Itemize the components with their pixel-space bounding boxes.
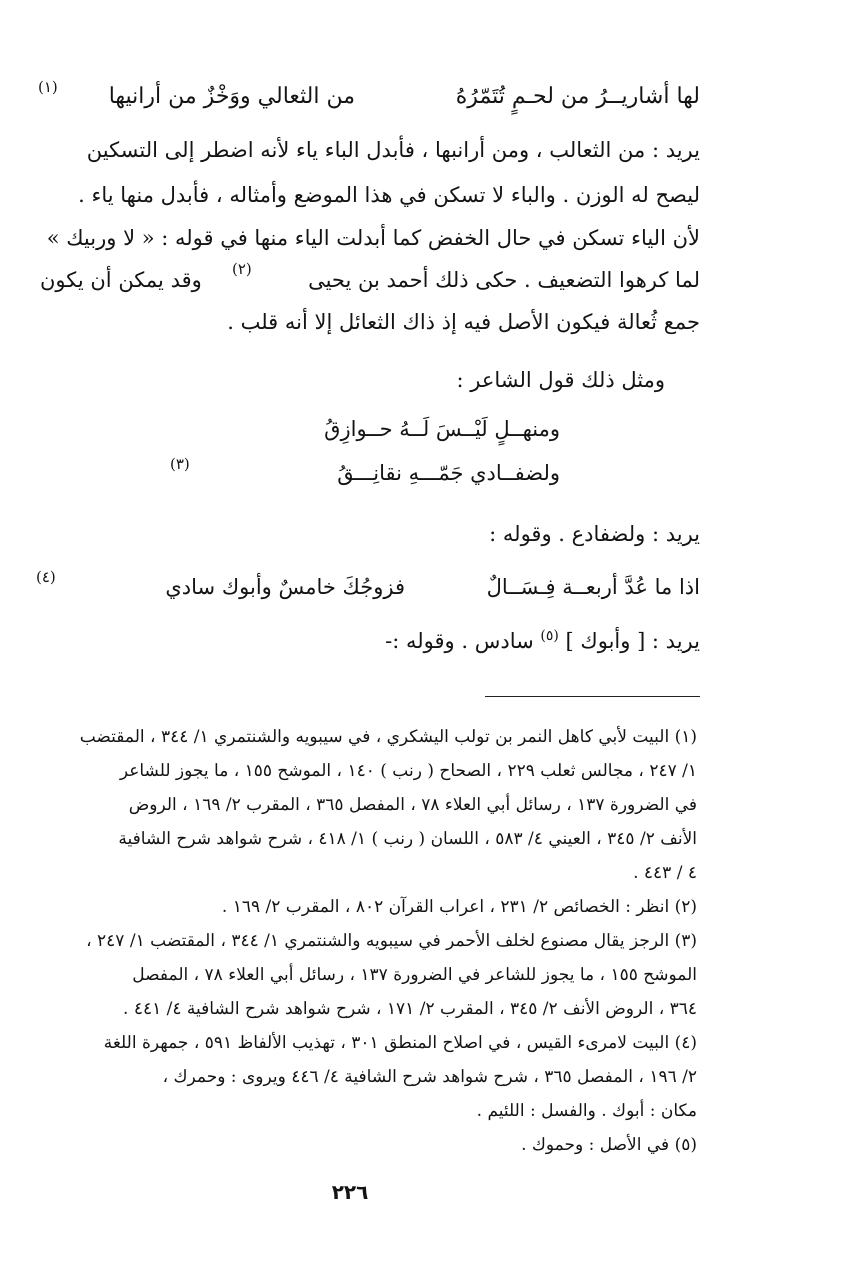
intro-verse2: ومثل ذلك قول الشاعر : <box>456 368 665 392</box>
verse1-second-half: من الثعالي ووَخْزٌ من أرانيها <box>108 84 355 109</box>
footnote-1-line2: ١/ ٢٤٧ ، مجالس ثعلب ٢٢٩ ، الصحاح ( رنب ) ١٤٠ ، الموشح ١٥٥ ، ما يجوز للشاعر <box>119 761 697 781</box>
footnote-1-line5: ٤ / ٤٤٣ . <box>633 863 697 883</box>
footnote-1-line4: الأنف ٢/ ٣٤٥ ، العيني ٤/ ٥٨٣ ، اللسان ( رنب ) ١/ ٤١٨ ، شرح شواهد شرح الشافية <box>118 829 697 849</box>
para1-line3: لأن الياء تسكن في حال الخفض كما أبدلت الياء منها في قوله : « لا وربيك » <box>46 226 700 250</box>
para1-line2: ليصح له الوزن . والباء لا تسكن في هذا الموضع وأمثاله ، فأبدل منها ياء . <box>78 183 700 207</box>
footnote-1-line3: في الضرورة ١٣٧ ، رسائل أبي العلاء ٧٨ ، المفصل ٣٦٥ ، المقرب ٢/ ١٦٩ ، الروض <box>128 795 697 815</box>
page-number: ٢٢٦ <box>331 1180 369 1204</box>
footnote-5: (٥) في الأصل : وحموك . <box>521 1135 697 1155</box>
line-after-verse3 <box>385 628 700 653</box>
verse3-footnote-marker: (٤) <box>36 568 56 586</box>
footnote-3-line3: ٣٦٤ ، الروض الأنف ٢/ ٣٤٥ ، المقرب ٢/ ١٧١ ، شرح شواهد شرح الشافية ٤/ ٤٤١ . <box>123 999 697 1019</box>
line-after-verse3-after: سادس . وقوله :- <box>385 629 534 653</box>
verse3-second-half: فزوجُكَ خامسٌ وأبوك سادي <box>165 575 405 599</box>
footnote-3-line2: الموشح ١٥٥ ، ما يجوز للشاعر في الضرورة ١٣٧ ، رسائل أبي العلاء ٧٨ ، المفصل <box>132 965 697 985</box>
para1-line4-end: وقد يمكن أن يكون <box>40 268 202 292</box>
verse1-footnote-marker: (١) <box>38 78 58 96</box>
verse2-line1: ومنهــلٍ لَيْــسَ لَــهُ حــوازِقُ <box>324 417 560 441</box>
footnote-2: (٢) انظر : الخصائص ٢/ ٢٣١ ، اعراب القرآن ٨٠٢ ، المقرب ٢/ ١٦٩ . <box>221 897 697 917</box>
verse2-footnote-marker: (٣) <box>170 455 190 473</box>
para1-line4: لما كرهوا التضعيف . حكى ذلك أحمد بن يحيى <box>308 268 700 292</box>
para1-line5: جمع ثُعالة فيكون الأصل فيه إذ ذاك الثعائل إلا أنه قلب . <box>227 310 700 334</box>
footnote-4-line3: مكان : أبوك . والفسل : اللئيم . <box>476 1101 697 1121</box>
footnote-4-line1: (٤) البيت لامرىء القيس ، في اصلاح المنطق ٣٠١ ، تهذيب الألفاظ ٥٩١ ، جمهرة اللغة <box>103 1033 697 1053</box>
line-after-verse3-marker: (٥) <box>540 628 559 644</box>
footnote-1-line1: (١) البيت لأبي كاهل النمر بن تولب اليشكري ، في سيبويه والشنتمري ١/ ٣٤٤ ، المقتضب <box>79 727 697 747</box>
footnote-4-line2: ٢/ ١٩٦ ، المفصل ٣٦٥ ، شرح شواهد شرح الشافية ٤/ ٤٤٦ ويروى : وحمرك ، <box>162 1067 697 1087</box>
verse3-first-half: اذا ما عُدَّ أربعــة فِـسَــالٌ <box>486 575 700 599</box>
footnote-3-line1: (٣) الرجز يقال مصنوع لخلف الأحمر في سيبويه والشنتمري ١/ ٣٤٤ ، المقتضب ١/ ٢٤٧ ، <box>86 931 697 951</box>
verse1-first-half: لها أشاريــرُ من لحـمٍ تُتَمّرُهُ <box>455 84 700 109</box>
para1-footnote-marker: (٢) <box>232 260 252 278</box>
footnote-rule <box>485 696 700 697</box>
line-after-verse3-before: يريد : [ وأبوك ] <box>565 629 700 653</box>
line-after-verse2: يريد : ولضفادع . وقوله : <box>489 522 700 546</box>
verse2-line2: ولضفــادي جَمّـــهِ نقانِـــقُ <box>337 461 560 485</box>
para1-line1: يريد : من الثعالب ، ومن أرانبها ، فأبدل الباء ياء لأنه اضطر إلى التسكين <box>86 138 700 162</box>
